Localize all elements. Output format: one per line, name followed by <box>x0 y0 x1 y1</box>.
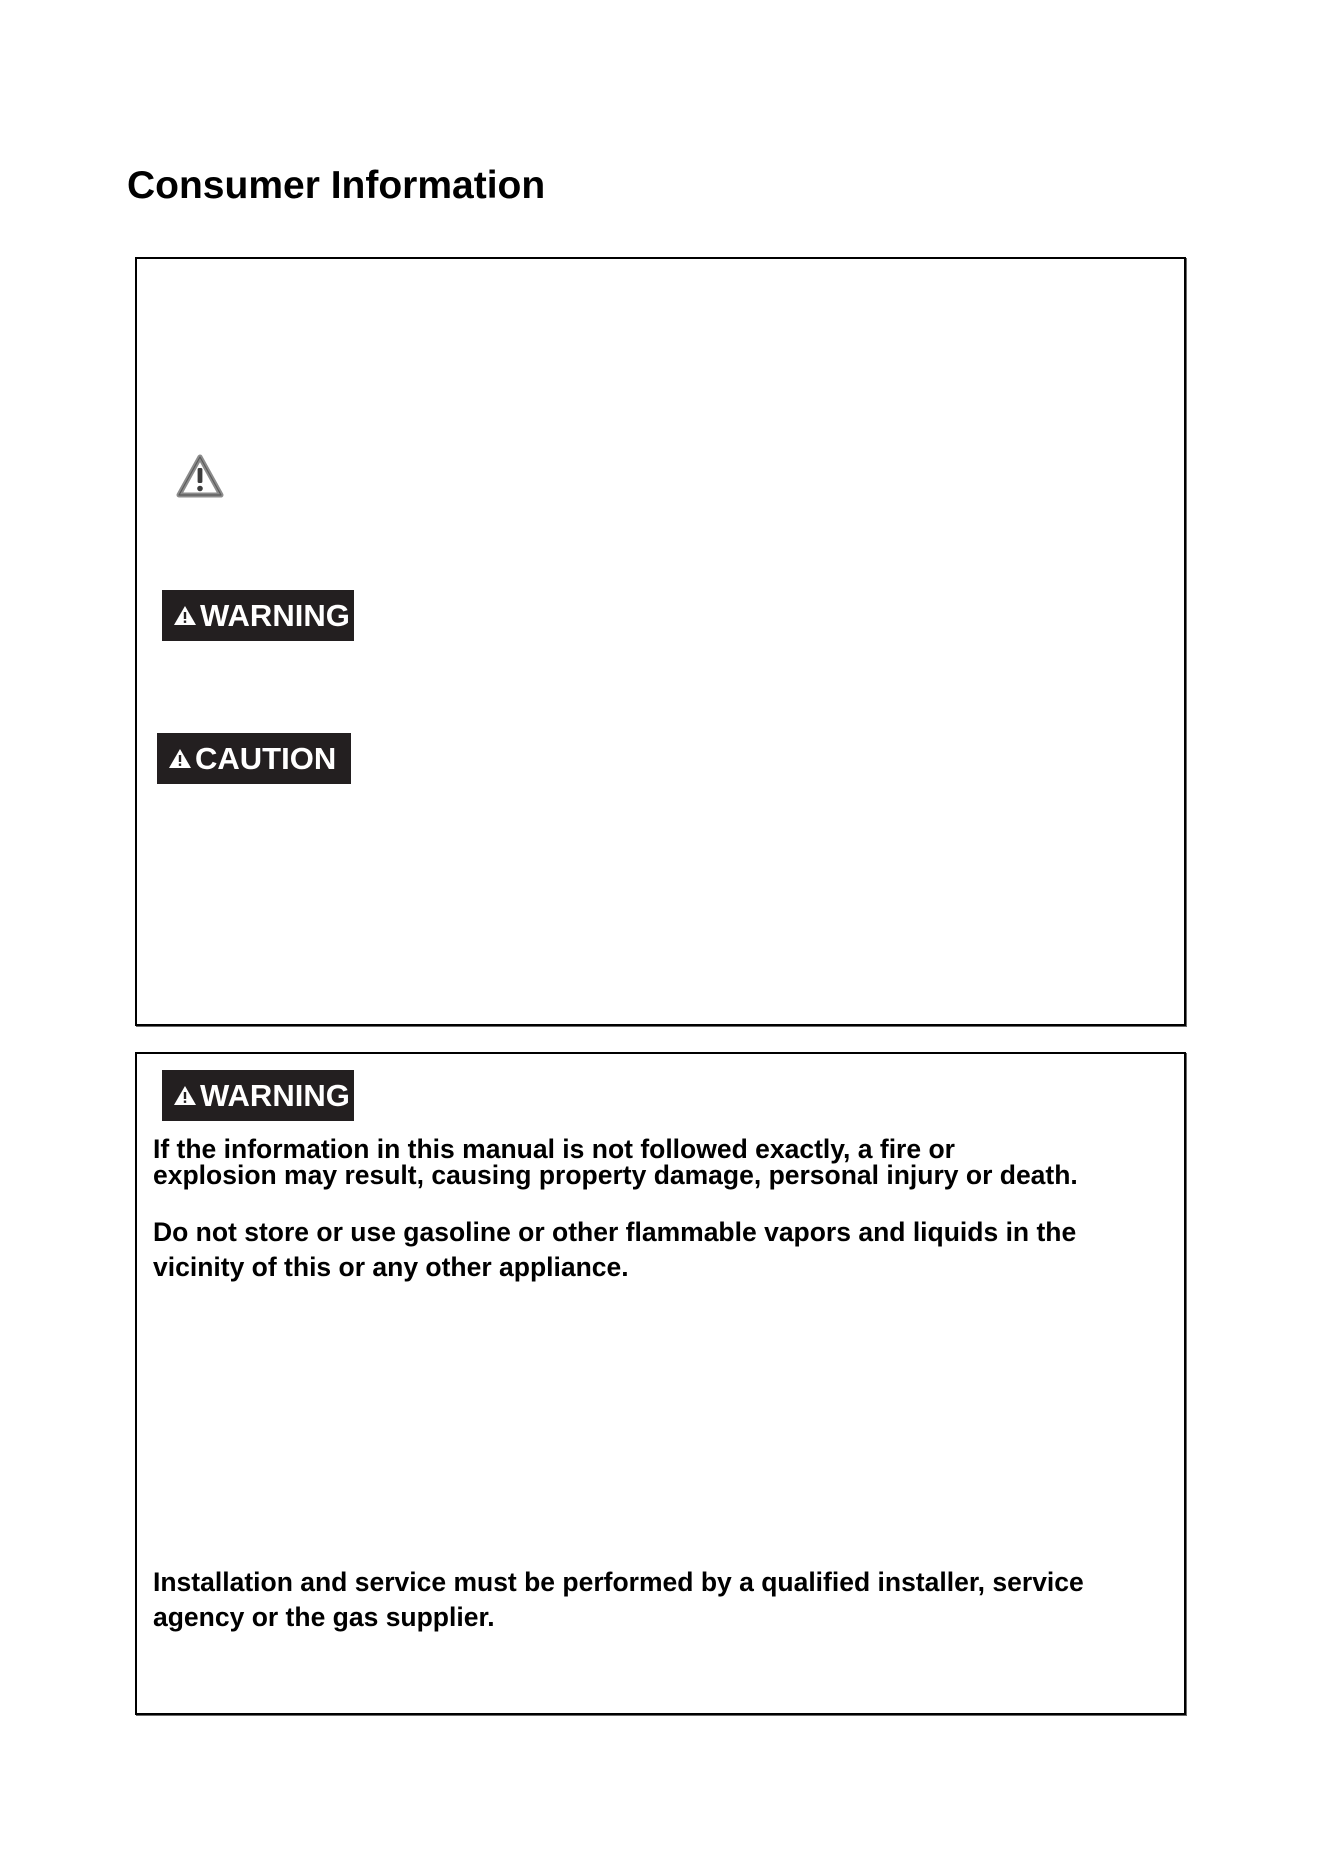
text-line: agency or the gas supplier. <box>153 1602 495 1632</box>
text-line: explosion may result, causing property damage, personal injury or death. <box>153 1160 1078 1190</box>
caution-signal-label <box>157 733 351 784</box>
warning-signal-label <box>162 1070 354 1121</box>
warning-label-text: WARNING <box>200 1077 350 1113</box>
warning-triangle-icon <box>173 1085 197 1106</box>
page-title: Consumer Information <box>127 164 546 207</box>
fire-explosion-warning-text <box>153 1136 1133 1188</box>
text-line: Do not store or use gasoline or other flammable vapors and liquids in the <box>153 1217 1077 1247</box>
caution-triangle-icon <box>168 748 192 769</box>
text-line: vicinity of this or any other appliance. <box>153 1252 629 1282</box>
warning-signal-label <box>162 590 354 641</box>
qualified-installer-text <box>153 1565 1133 1635</box>
text-line: If the information in this manual is not followed exactly, a fire or <box>153 1134 955 1164</box>
caution-label-text: CAUTION <box>195 740 337 776</box>
warning-label-text: WARNING <box>200 597 350 633</box>
warning-triangle-icon <box>173 605 197 626</box>
safety-alert-triangle-icon <box>175 453 225 501</box>
safety-symbols-box <box>135 257 1186 1026</box>
flammable-vapors-warning-text <box>153 1215 1133 1285</box>
text-line: Installation and service must be performed by a qualified installer, service <box>153 1567 1084 1597</box>
